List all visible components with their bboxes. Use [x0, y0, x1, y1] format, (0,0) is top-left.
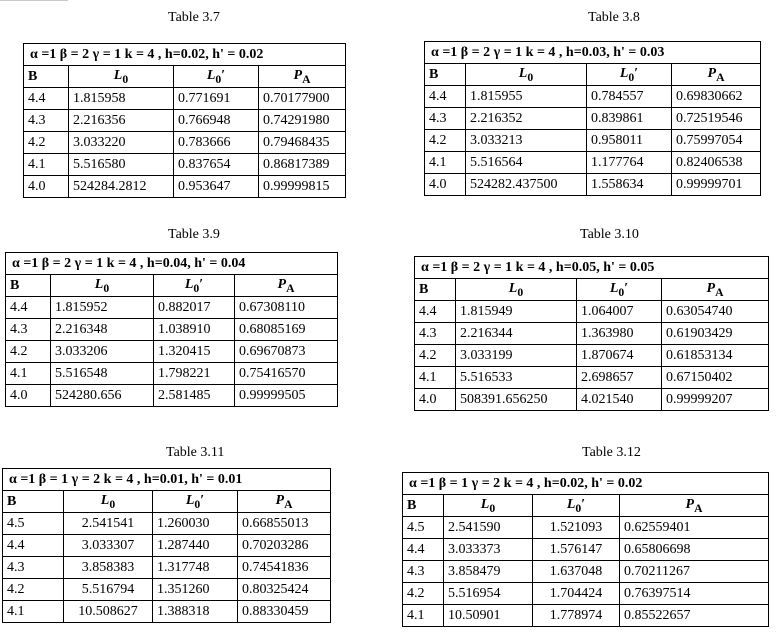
- cell: 0.75416570: [235, 363, 338, 385]
- cell: 4.2: [3, 579, 64, 601]
- cell: 0.70177900: [259, 88, 346, 110]
- table-3-12: [402, 472, 769, 627]
- cell: 0.75997054: [672, 130, 761, 152]
- cell: 0.839861: [587, 108, 672, 130]
- cell: 4.3: [415, 323, 456, 345]
- cell: 0.70211267: [620, 561, 769, 583]
- cell: 4.2: [24, 132, 69, 154]
- col-l0-header: $L_0$: [444, 495, 533, 517]
- cell: 0.766948: [174, 110, 259, 132]
- cell: 0.953647: [174, 176, 259, 198]
- cell: 1.778974: [533, 605, 620, 627]
- cell: 4.0: [6, 385, 51, 407]
- table-row: [425, 108, 761, 130]
- col-l0-prime-header: $L_0'$: [154, 275, 235, 297]
- cell: 4.0: [415, 389, 456, 411]
- table-row: [425, 152, 761, 174]
- col-b-header: B: [3, 491, 64, 513]
- table-row: [24, 110, 346, 132]
- cell: 1.815958: [69, 88, 174, 110]
- table-row: [3, 557, 331, 579]
- table-3-8-params: α =1 β = 2 γ = 1 k = 4 , h=0.03, h' = 0.03: [425, 42, 761, 64]
- cell: 0.67308110: [235, 297, 338, 319]
- table-3-7: [23, 43, 346, 198]
- cell: 0.67150402: [662, 367, 769, 389]
- cell: 0.99999701: [672, 174, 761, 196]
- table-row: [415, 301, 769, 323]
- table-3-9: [5, 252, 338, 407]
- cell: 2.216352: [466, 108, 587, 130]
- cell: 1.260030: [153, 513, 238, 535]
- cell: 1.388318: [153, 601, 238, 623]
- cell: 5.516533: [456, 367, 577, 389]
- cell: 4.1: [415, 367, 456, 389]
- col-b-header: B: [425, 64, 466, 86]
- cell: 0.63054740: [662, 301, 769, 323]
- cell: 0.61903429: [662, 323, 769, 345]
- cell: 1.704424: [533, 583, 620, 605]
- cell: 0.99999815: [259, 176, 346, 198]
- table-row: [24, 88, 346, 110]
- cell: 1.870674: [577, 345, 662, 367]
- col-l0-header: $L_0$: [456, 279, 577, 301]
- cell: 0.882017: [154, 297, 235, 319]
- cell: 4.1: [425, 152, 466, 174]
- cell: 2.541590: [444, 517, 533, 539]
- cell: 4.4: [6, 297, 51, 319]
- col-pa-header: $P_A$: [672, 64, 761, 86]
- table-row: [6, 341, 338, 363]
- cell: 1.317748: [153, 557, 238, 579]
- cell: 1.363980: [577, 323, 662, 345]
- table-3-7-params: α =1 β = 2 γ = 1 k = 4 , h=0.02, h' = 0.02: [24, 44, 346, 66]
- col-l0-prime-header: $L_0'$: [153, 491, 238, 513]
- col-pa-header: $P_A$: [259, 66, 346, 88]
- cell: 0.86817389: [259, 154, 346, 176]
- cell: 0.85522657: [620, 605, 769, 627]
- cell: 4.4: [3, 535, 64, 557]
- table-3-10-params: α =1 β = 2 γ = 1 k = 4 , h=0.05, h' = 0.05: [415, 257, 769, 279]
- cell: 1.815955: [466, 86, 587, 108]
- table-row: [425, 130, 761, 152]
- cell: 1.320415: [154, 341, 235, 363]
- cell: 2.698657: [577, 367, 662, 389]
- cell: 4.2: [425, 130, 466, 152]
- cell: 4.3: [6, 319, 51, 341]
- col-l0-header: $L_0$: [69, 66, 174, 88]
- cell: 524282.437500: [466, 174, 587, 196]
- table-row: [6, 363, 338, 385]
- table-row: [415, 367, 769, 389]
- cell: 0.88330459: [238, 601, 331, 623]
- col-l0-header: $L_0$: [64, 491, 153, 513]
- cell: 4.3: [3, 557, 64, 579]
- cell: 1.038910: [154, 319, 235, 341]
- cell: 1.815952: [51, 297, 154, 319]
- cell: 4.2: [403, 583, 444, 605]
- cell: 3.033307: [64, 535, 153, 557]
- table-row: [403, 583, 769, 605]
- table-3-9-caption: Table 3.9: [168, 227, 220, 242]
- col-l0-header: $L_0$: [466, 64, 587, 86]
- table-3-8: [424, 41, 761, 196]
- cell: 4.5: [3, 513, 64, 535]
- table-3-8-caption: Table 3.8: [588, 10, 640, 25]
- col-pa-header: $P_A$: [662, 279, 769, 301]
- table-3-12-params: α =1 β = 1 γ = 2 k = 4 , h=0.02, h' = 0.02: [403, 473, 769, 495]
- cell: 0.61853134: [662, 345, 769, 367]
- cell: 4.4: [425, 86, 466, 108]
- cell: 3.033206: [51, 341, 154, 363]
- table-row: [6, 319, 338, 341]
- table-row: [425, 86, 761, 108]
- table-3-12-caption: Table 3.12: [582, 445, 641, 460]
- col-pa-header: $P_A$: [235, 275, 338, 297]
- cell: 1.798221: [154, 363, 235, 385]
- cell: 4.1: [3, 601, 64, 623]
- table-row: [6, 297, 338, 319]
- table-3-10-caption: Table 3.10: [580, 227, 639, 242]
- cell: 0.74291980: [259, 110, 346, 132]
- cell: 5.516580: [69, 154, 174, 176]
- cell: 0.784557: [587, 86, 672, 108]
- cell: 1.521093: [533, 517, 620, 539]
- col-b-header: B: [24, 66, 69, 88]
- cell: 0.99999505: [235, 385, 338, 407]
- cell: 0.68085169: [235, 319, 338, 341]
- table-row: [403, 539, 769, 561]
- table-row: [24, 176, 346, 198]
- cell: 2.216356: [69, 110, 174, 132]
- table-row: [415, 389, 769, 411]
- cell: 4.4: [415, 301, 456, 323]
- table-3-9-params: α =1 β = 2 γ = 1 k = 4 , h=0.04, h' = 0.04: [6, 253, 338, 275]
- col-l0-prime-header: $L_0'$: [174, 66, 259, 88]
- cell: 0.837654: [174, 154, 259, 176]
- cell: 1.637048: [533, 561, 620, 583]
- cell: 4.3: [425, 108, 466, 130]
- cell: 524280.656: [51, 385, 154, 407]
- cell: 3.033220: [69, 132, 174, 154]
- cell: 0.783666: [174, 132, 259, 154]
- table-row: [24, 154, 346, 176]
- table-row: [3, 513, 331, 535]
- cell: 1.177764: [587, 152, 672, 174]
- top-rule: [0, 0, 68, 5]
- table-row: [3, 535, 331, 557]
- table-3-7-caption: Table 3.7: [168, 10, 220, 25]
- col-b-header: B: [6, 275, 51, 297]
- cell: 508391.656250: [456, 389, 577, 411]
- cell: 0.74541836: [238, 557, 331, 579]
- cell: 4.1: [6, 363, 51, 385]
- cell: 4.0: [425, 174, 466, 196]
- cell: 3.858383: [64, 557, 153, 579]
- table-row: [3, 601, 331, 623]
- cell: 5.516794: [64, 579, 153, 601]
- table-row: [6, 385, 338, 407]
- cell: 5.516548: [51, 363, 154, 385]
- cell: 4.3: [403, 561, 444, 583]
- cell: 4.1: [403, 605, 444, 627]
- col-l0-prime-header: $L_0'$: [577, 279, 662, 301]
- cell: 4.5: [403, 517, 444, 539]
- cell: 4.1: [24, 154, 69, 176]
- table-3-11-params: α =1 β = 1 γ = 2 k = 4 , h=0.01, h' = 0.01: [3, 469, 331, 491]
- cell: 1.558634: [587, 174, 672, 196]
- cell: 0.82406538: [672, 152, 761, 174]
- cell: 4.4: [24, 88, 69, 110]
- cell: 0.70203286: [238, 535, 331, 557]
- cell: 3.033213: [466, 130, 587, 152]
- cell: 5.516564: [466, 152, 587, 174]
- table-3-11-caption: Table 3.11: [166, 445, 225, 460]
- cell: 0.958011: [587, 130, 672, 152]
- cell: 1.351260: [153, 579, 238, 601]
- col-pa-header: $P_A$: [620, 495, 769, 517]
- table-3-10: [414, 256, 769, 411]
- table-row: [3, 579, 331, 601]
- cell: 2.581485: [154, 385, 235, 407]
- cell: 4.0: [24, 176, 69, 198]
- cell: 4.021540: [577, 389, 662, 411]
- table-row: [415, 323, 769, 345]
- cell: 1.815949: [456, 301, 577, 323]
- cell: 0.62559401: [620, 517, 769, 539]
- table-row: [403, 561, 769, 583]
- cell: 4.4: [403, 539, 444, 561]
- table-3-11: [2, 468, 331, 623]
- cell: 4.2: [6, 341, 51, 363]
- col-l0-prime-header: $L_0'$: [533, 495, 620, 517]
- cell: 0.99999207: [662, 389, 769, 411]
- table-row: [403, 517, 769, 539]
- cell: 0.79468435: [259, 132, 346, 154]
- table-row: [425, 174, 761, 196]
- cell: 0.80325424: [238, 579, 331, 601]
- cell: 2.216348: [51, 319, 154, 341]
- col-l0-header: $L_0$: [51, 275, 154, 297]
- col-b-header: B: [415, 279, 456, 301]
- cell: 0.771691: [174, 88, 259, 110]
- cell: 0.69670873: [235, 341, 338, 363]
- cell: 4.3: [24, 110, 69, 132]
- col-pa-header: $P_A$: [238, 491, 331, 513]
- cell: 3.033373: [444, 539, 533, 561]
- table-row: [403, 605, 769, 627]
- cell: 5.516954: [444, 583, 533, 605]
- cell: 3.033199: [456, 345, 577, 367]
- cell: 1.064007: [577, 301, 662, 323]
- col-b-header: B: [403, 495, 444, 517]
- cell: 0.66855013: [238, 513, 331, 535]
- cell: 524284.2812: [69, 176, 174, 198]
- cell: 10.50901: [444, 605, 533, 627]
- cell: 1.287440: [153, 535, 238, 557]
- cell: 0.65806698: [620, 539, 769, 561]
- cell: 4.2: [415, 345, 456, 367]
- cell: 2.541541: [64, 513, 153, 535]
- col-l0-prime-header: $L_0'$: [587, 64, 672, 86]
- cell: 2.216344: [456, 323, 577, 345]
- cell: 0.69830662: [672, 86, 761, 108]
- cell: 0.76397514: [620, 583, 769, 605]
- table-row: [24, 132, 346, 154]
- cell: 10.508627: [64, 601, 153, 623]
- cell: 0.72519546: [672, 108, 761, 130]
- cell: 3.858479: [444, 561, 533, 583]
- cell: 1.576147: [533, 539, 620, 561]
- table-row: [415, 345, 769, 367]
